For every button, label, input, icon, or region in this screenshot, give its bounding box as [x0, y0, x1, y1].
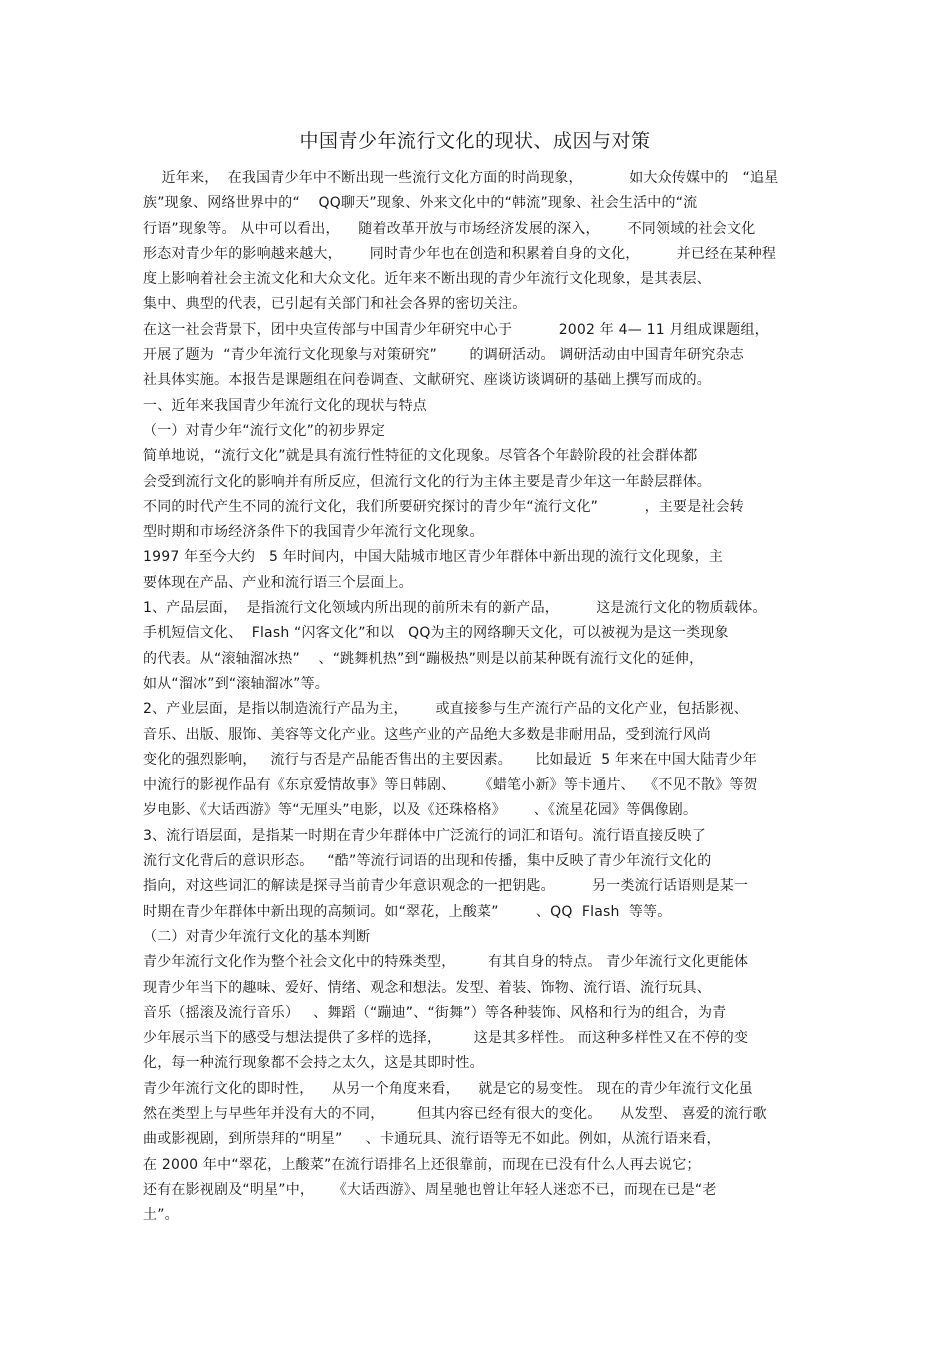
text-line: 曲或影视剧，到所崇拜的“明星” 、卡通玩具、流行语等无不如此。例如，从流行语来看， [143, 1131, 721, 1148]
text-line: 流行文化背后的意识形态。 “酷”等流行词语的出现和传播，集中反映了青少年流行文化的 [143, 853, 712, 870]
text-line: 岁电影、《大话西游》等“无厘头”电影，以及《还珠格格》 、《流星花园》等偶像剧。 [143, 802, 698, 819]
text-line: 开展了题为 “青少年流行文化现象与对策研究” 的调研活动。 调研活动由中国青年研究杂志 [143, 347, 745, 364]
text-line: 音乐（摇滚及流行音乐） 、舞蹈（“蹦迪”、“街舞”）等各种装饰、风格和行为的组合，为青 [143, 1004, 727, 1021]
text-line: （一）对青少年“流行文化”的初步界定 [143, 422, 386, 439]
text-line: 2、产业层面，是指以制造流行产品为主， 或直接参与生产流行产品的文化产业，包括影视、 [143, 701, 749, 718]
document-body [143, 166, 803, 1228]
text-line: 指向，对这些词汇的解读是探寻当前青少年意识观念的一把钥匙。 另一类流行话语则是某一 [143, 878, 749, 895]
text-line: 少年展示当下的感受与想法提供了多样的选择， 这是其多样性。 而这种多样性又在不停的变 [143, 1030, 749, 1047]
text-line: 然在类型上与早些年并没有大的不同， 但其内容已经有很大的变化。 从发型、 喜爱的流行歌 [143, 1105, 767, 1122]
text-line: 简单地说，“流行文化”就是具有流行性特征的文化现象。尽管各个年龄阶段的社会群体都 [143, 448, 698, 465]
text-line: 现青少年当下的趣味、爱好、情绪、观念和想法。发型、着装、饰物、流行语、流行玩具、 [143, 979, 711, 996]
text-line: 1997 年至今大约 5 年时间内，中国大陆城市地区青少年群体中新出现的流行文化现象，主 [143, 549, 723, 566]
text-line: 的代表。从“滚轴溜冰热” 、“跳舞机热”到“蹦极热”则是以前某种既有流行文化的延伸， [143, 650, 704, 667]
text-line: 3、流行语层面，是指某一时期在青少年群体中广泛流行的词汇和语句。流行语直接反映了 [143, 827, 706, 844]
text-line: 型时期和市场经济条件下的我国青少年流行文化现象。 [143, 524, 484, 541]
text-line: 集中、典型的代表，已引起有关部门和社会各界的密切关注。 [143, 296, 527, 313]
text-line: 青少年流行文化作为整个社会文化中的特殊类型， 有其自身的特点。 青少年流行文化更能体 [143, 954, 749, 971]
text-line: 近年来， 在我国青少年中不断出现一些流行文化方面的时尚现象， 如大众传媒中的 “追星 [143, 170, 779, 186]
text-line: 行语”现象等。 从中可以看出， 随着改革开放与市场经济发展的深入， 不同领域的社会文化 [143, 220, 756, 237]
text-line: 族”现象、网络世界中的“ QQ聊天”现象、外来文化中的“韩流”现象、社会生活中的“流 [143, 195, 698, 212]
text-line: 会受到流行文化的影响并有所反应，但流行文化的行为主体主要是青少年这一年龄层群体。 [143, 473, 711, 490]
text-line: 手机短信文化、 Flash “闪客文化”和以 QQ为主的网络聊天文化，可以被视为是这一类现象 [143, 625, 729, 642]
text-line: 在 2000 年中“翠花，上酸菜”在流行语排名上还很靠前，而现在已没有什么人再去说它； [143, 1156, 701, 1173]
text-line: 不同的时代产生不同的流行文化，我们所要研究探讨的青少年“流行文化” ，主要是社会转 [143, 498, 745, 515]
text-line: 度上影响着社会主流文化和大众文化。近年来不断出现的青少年流行文化现象，是其表层、 [143, 271, 711, 288]
text-line: 化，每一种流行现象都不会持之太久，这是其即时性。 [143, 1055, 484, 1072]
text-line: 青少年流行文化的即时性， 从另一个角度来看， 就是它的易变性。 现在的青少年流行文化虽 [143, 1080, 753, 1097]
text-line: 形态对青少年的影响越来越大， 同时青少年也在创造和积累着自身的文化， 并已经在某种程 [143, 245, 777, 262]
document-title: 中国青少年流行文化的现状、成因与对策 [299, 130, 651, 152]
text-line: 还有在影视剧及“明星”中， 《大话西游》、周星驰也曾让年轻人迷恋不已，而现在已是“老 [143, 1181, 717, 1198]
text-line: 要体现在产品、产业和流行语三个层面上。 [143, 574, 413, 591]
text-line: 社具体实施。本报告是课题组在问卷调查、文献研究、座谈访谈调研的基础上撰写而成的。 [143, 372, 711, 389]
text-line: 变化的强烈影响， 流行与否是产品能否售出的主要因素。 比如最近 5 年来在中国大陆青少年 [143, 751, 758, 768]
text-line: 土”。 [143, 1207, 179, 1224]
text-line: 1、产品层面， 是指流行文化领域内所出现的前所未有的新产品， 这是流行文化的物质载体。 [143, 600, 767, 617]
text-line: 如从“溜冰”到“滚轴溜冰”等。 [143, 675, 330, 692]
text-line: 中流行的影视作品有《东京爱情故事》等日韩剧、 《蜡笔小新》等卡通片、 《不见不散》等贺 [143, 777, 758, 794]
text-line: 一、近年来我国青少年流行文化的现状与特点 [143, 397, 427, 414]
text-line: （二）对青少年流行文化的基本判断 [143, 928, 371, 945]
text-line: 在这一社会背景下，团中央宣传部与中国青少年研究中心于 2002 年 4— 11 月组成课题组， [143, 321, 769, 338]
text-line: 音乐、出版、服饰、美容等文化产业。这些产业的产品绝大多数是非耐用品，受到流行风尚 [143, 726, 711, 743]
text-line: 时期在青少年群体中新出现的高频词。如“翠花，上酸菜” 、QQ Flash 等等。 [143, 903, 672, 920]
